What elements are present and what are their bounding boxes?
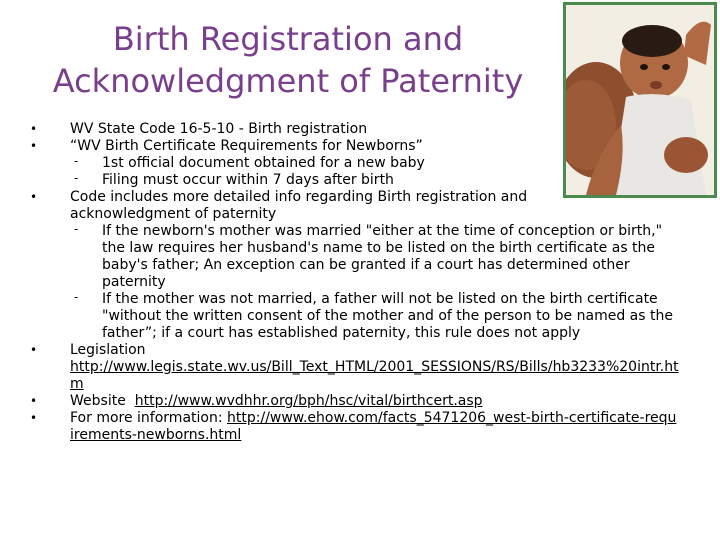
bullet-text: Code includes more detailed info regarding Birth registration and acknowledgment of paternity: [70, 189, 528, 222]
legislation-link[interactable]: http://www.legis.state.wv.us/Bill_Text_HTML/2001_SESSIONS/RS/Bills/hb3233%20intr.htm: [70, 359, 679, 392]
bullet-text: “WV Birth Certificate Requirements for Newborns”: [70, 138, 423, 154]
bullet-label: Website: [70, 393, 126, 409]
sub-bullet-first-document: [70, 155, 680, 172]
bullet-list: [30, 121, 680, 444]
sub-bullet-filing-deadline: [70, 172, 680, 189]
sub-bullet-text: 1st official document obtained for a new baby: [102, 155, 425, 171]
more-info-link[interactable]: http://www.ehow.com/facts_5471206_west-birth-certificate-requirements-newborns.html: [70, 410, 677, 443]
bullet-website: [30, 393, 680, 410]
bullet-legislation: [30, 342, 680, 393]
bullet-label: For more information:: [70, 410, 223, 426]
bullet-more-info: [30, 410, 680, 444]
bullet-text: WV State Code 16-5-10 - Birth registration: [70, 121, 368, 137]
slide-title: [28, 18, 548, 102]
sub-bullet-text: Filing must occur within 7 days after birth: [102, 172, 394, 188]
sub-bullet-list: [70, 223, 680, 342]
sub-bullet-unmarried-mother: [70, 291, 680, 342]
sub-bullet-married-mother: [70, 223, 680, 291]
title-line-2: Acknowledgment of Paternity: [52, 62, 524, 100]
bullet-state-code: [30, 121, 680, 138]
bullet-birth-certificate-requirements: [30, 138, 680, 189]
sub-bullet-list: [70, 155, 680, 189]
bullet-label: Legislation: [70, 342, 146, 358]
sub-bullet-text: If the newborn's mother was married "either at the time of conception or birth," the law requires her husband's name to be listed on the birth certificate as the baby's father; An exception can be granted if a court has determined other paternity: [102, 223, 663, 290]
bullet-code-details: [30, 189, 680, 342]
website-link[interactable]: http://www.wvdhhr.org/bph/hsc/vital/birthcert.asp: [134, 393, 483, 409]
title-line-1: Birth Registration and: [112, 20, 464, 58]
sub-bullet-text: If the mother was not married, a father will not be listed on the birth certificate "without the written consent of the mother and of the person to be named as the father”; if a court has established paternity, this rule does not apply: [102, 291, 673, 341]
